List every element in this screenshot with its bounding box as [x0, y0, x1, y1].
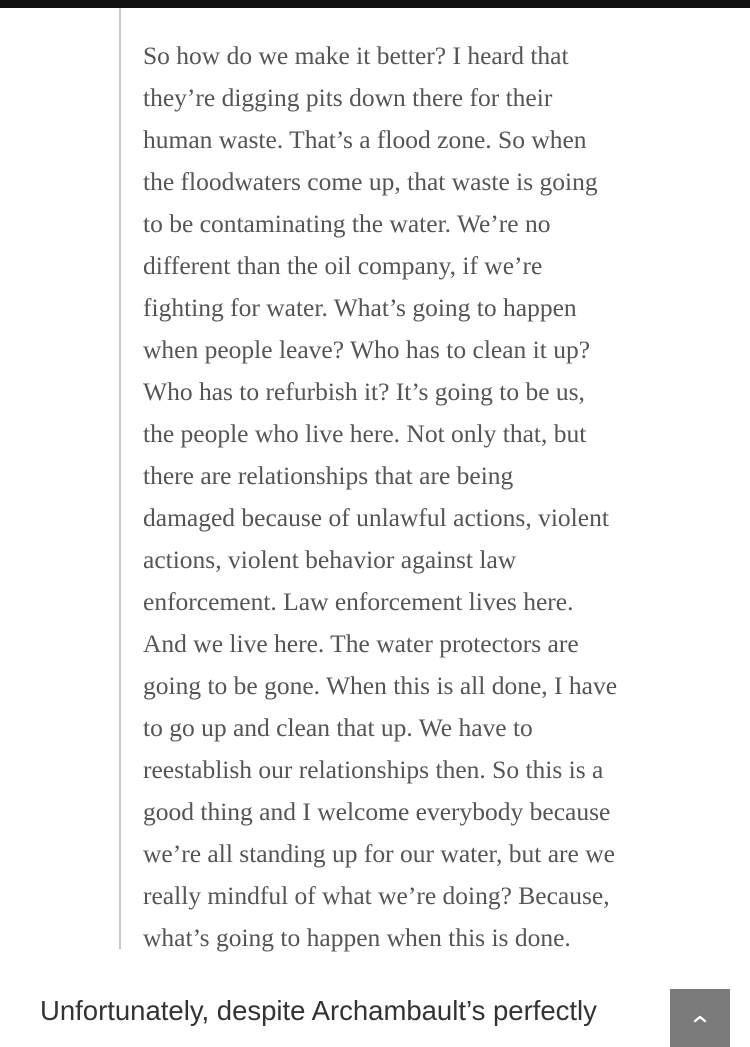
top-edge-bar [0, 0, 750, 8]
chevron-up-icon [693, 1014, 707, 1023]
scroll-to-top-button[interactable] [670, 989, 730, 1047]
body-paragraph: Unfortunately, despite Archambault’s perfectly [40, 995, 597, 1026]
quote-text: So how do we make it better? I heard that they’re digging pits down there for their human waste. That’s a flood zone. So when the floodwaters come up, that waste is going to be contaminating the water. We’re no different than the oil company, if we’re fighting for water. What’s going to happen when people leave? Who has to clean it up? Who has to refurbish it? It’s going to be us, the people who live here. Not only that, but there are relationships that are being damaged because of unlawful actions, violent actions, violent behavior against law enforcement. Law enforcement lives here. And we live here. The water protectors are going to be gone. When this is all done, I have to go up and clean that up. We have to reestablish our relationships then. So this is a good thing and I welcome everybody because we’re all standing up for our water, but are we really mindful of what we’re doing? Because, what’s going to happen when this is done. [143, 41, 618, 952]
blockquote [119, 8, 721, 952]
